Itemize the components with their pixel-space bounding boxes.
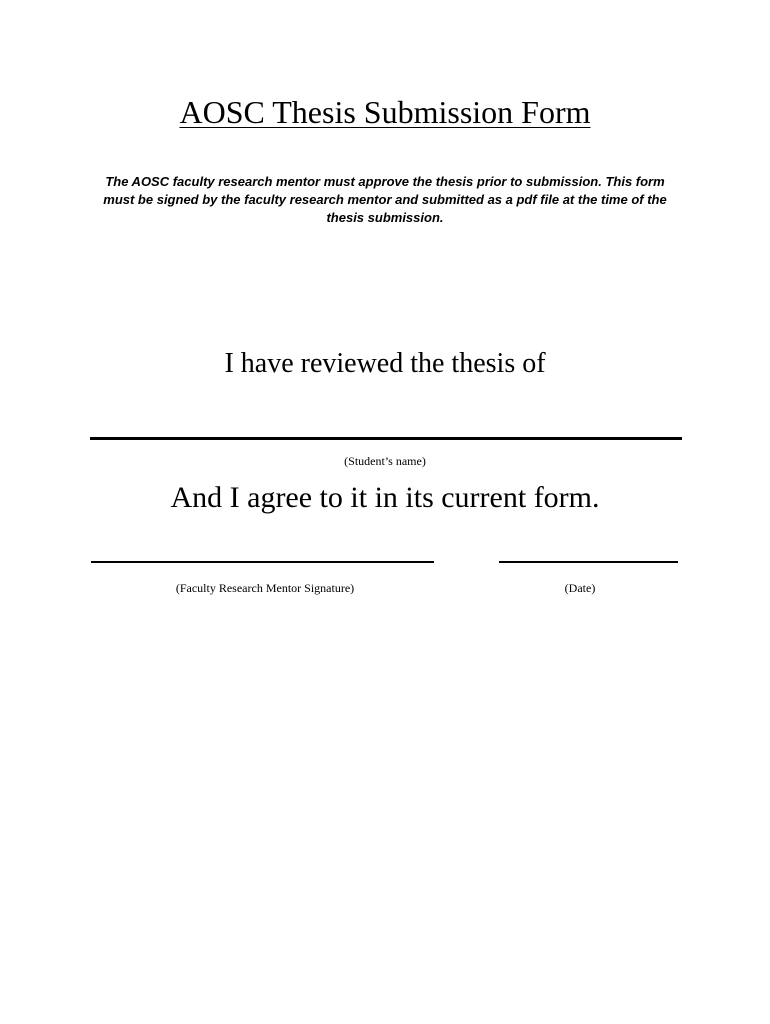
- student-name-line: [90, 437, 682, 440]
- agreement-statement: And I agree to it in its current form.: [170, 481, 600, 514]
- form-title: AOSC Thesis Submission Form: [179, 94, 591, 130]
- form-instructions: The AOSC faculty research mentor must approve the thesis prior to submission. This form must be signed by the faculty research mentor and submitted as a pdf file at the time of the thesis submission.: [103, 174, 667, 225]
- date-line: [499, 561, 678, 563]
- mentor-signature-line: [91, 561, 434, 563]
- mentor-signature-caption: (Faculty Research Mentor Signature): [175, 581, 355, 595]
- student-name-caption: (Student’s name): [344, 454, 426, 468]
- reviewed-statement: I have reviewed the thesis of: [224, 348, 546, 379]
- date-caption: (Date): [564, 581, 596, 595]
